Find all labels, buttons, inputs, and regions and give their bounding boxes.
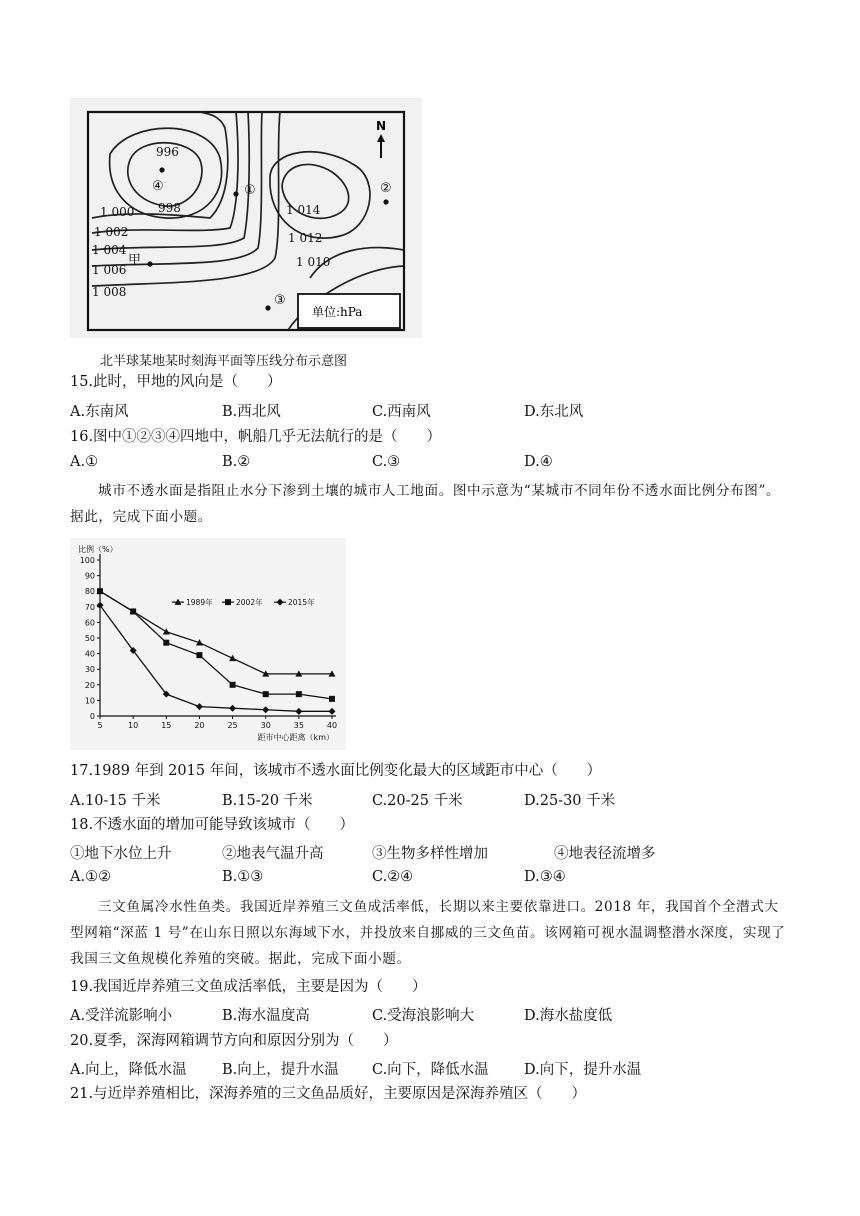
q20-option-a[interactable]: A.向上，降低水温 (70, 1062, 187, 1078)
y-tick-label: 100 (79, 556, 95, 565)
data-point-2002年 (163, 640, 169, 646)
q18-option-c[interactable]: C.②④ (372, 869, 414, 885)
point-one-label: ① (244, 183, 256, 198)
isobar-label-1004: 1 004 (92, 243, 127, 257)
q18-option-d[interactable]: D.③④ (524, 869, 566, 885)
y-tick-label: 50 (84, 634, 95, 643)
data-point-1989年 (163, 628, 170, 634)
north-arrow-head-icon (377, 134, 385, 142)
isobar-label-1008: 1 008 (92, 285, 127, 299)
point-jia-label: 甲 (128, 253, 142, 268)
q17-option-a[interactable]: A.10-15 千米 (70, 793, 161, 809)
q19-option-d[interactable]: D.海水盐度低 (524, 1008, 613, 1024)
legend-marker (225, 599, 231, 605)
data-point-2002年 (296, 691, 302, 697)
data-point-2015年 (295, 708, 302, 715)
point-jia-dot (147, 261, 152, 266)
isobar-label-1000: 1 000 (100, 205, 135, 219)
legend-label: 2002年 (236, 598, 263, 608)
y-axis-label: 比例（%） (78, 545, 118, 554)
q19-option-a[interactable]: A.受洋流影响小 (70, 1008, 173, 1024)
x-tick-label: 30 (260, 721, 271, 730)
q20-option-d[interactable]: D.向下，提升水温 (524, 1062, 642, 1078)
x-tick-label: 5 (97, 721, 103, 730)
q19-option-c[interactable]: C.受海浪影响大 (372, 1008, 475, 1024)
x-axis-label: 距市中心距离（km） (257, 733, 334, 742)
data-point-2002年 (230, 682, 236, 688)
q18-statement-2: ②地表气温升高 (222, 846, 324, 862)
q15-stem: 15.此时，甲地的风向是（ ） (70, 374, 282, 390)
point-two-dot (383, 199, 388, 204)
q21-stem: 21.与近岸养殖相比，深海养殖的三文鱼品质好，主要原因是深海养殖区（ ） (70, 1086, 587, 1102)
data-point-2015年 (262, 706, 269, 713)
q17-option-b[interactable]: B.15-20 千米 (222, 793, 313, 809)
isobar-label-998: 998 (158, 201, 181, 215)
impervious-surface-chart (70, 538, 346, 750)
map-caption: 北半球某地某时刻海平面等压线分布示意图 (100, 354, 348, 369)
isobar-map-figure (70, 98, 422, 338)
point-two-label: ② (380, 181, 392, 196)
q17-option-d[interactable]: D.25-30 千米 (524, 793, 616, 809)
map-unit-label: 单位:hPa (312, 305, 363, 319)
q20-option-c[interactable]: C.向下，降低水温 (372, 1062, 489, 1078)
isobar-label-1006: 1 006 (92, 263, 127, 277)
legend-label: 2015年 (288, 598, 315, 608)
q18-stem: 18.不透水面的增加可能导致该城市（ ） (70, 817, 355, 833)
data-point-2002年 (329, 696, 335, 702)
data-point-2002年 (130, 608, 136, 614)
data-point-2002年 (196, 652, 202, 658)
y-tick-label: 40 (84, 649, 95, 659)
x-tick-label: 10 (128, 721, 139, 730)
y-tick-label: 70 (84, 602, 95, 612)
isobar-label-1012: 1 012 (288, 231, 323, 245)
q15-option-b[interactable]: B.西北风 (222, 404, 281, 420)
isobar-label-996: 996 (156, 145, 179, 159)
isobar-label-1014: 1 014 (286, 203, 321, 217)
y-tick-label: 90 (84, 571, 95, 581)
q20-option-b[interactable]: B.向上，提升水温 (222, 1062, 339, 1078)
data-point-2002年 (97, 588, 103, 594)
data-point-1989年 (229, 655, 236, 661)
q18-statement-4: ④地表径流增多 (554, 846, 656, 862)
q16-option-c[interactable]: C.③ (372, 454, 401, 470)
y-tick-label: 10 (84, 696, 95, 706)
legend-label: 1989年 (186, 598, 213, 608)
point-three-dot (265, 305, 270, 310)
isobar-label-1002: 1 002 (94, 225, 129, 239)
data-point-2015年 (229, 705, 236, 712)
q19-stem: 19.我国近岸养殖三文鱼成活率低，主要是因为（ ） (70, 979, 427, 995)
legend-marker (277, 599, 284, 606)
point-four-dot (159, 167, 164, 172)
isobar-map (70, 98, 422, 338)
y-tick-label: 60 (84, 618, 95, 628)
line-chart-svg (70, 538, 346, 750)
x-tick-label: 35 (293, 721, 304, 730)
data-point-2015年 (329, 708, 336, 715)
x-tick-label: 25 (227, 721, 238, 730)
q18-statement-1: ①地下水位上升 (70, 846, 172, 862)
q15-option-c[interactable]: C.西南风 (372, 404, 431, 420)
q19-option-b[interactable]: B.海水温度高 (222, 1008, 310, 1024)
y-tick-label: 30 (84, 665, 95, 675)
q15-option-d[interactable]: D.东北风 (524, 404, 584, 420)
x-tick-label: 15 (161, 721, 172, 730)
data-point-2002年 (263, 691, 269, 697)
q17-option-c[interactable]: C.20-25 千米 (372, 793, 463, 809)
intro-paragraph-1: 城市不透水面是指阻止水分下渗到土壤的城市人工地面。图中示意为“某城市不同年份不透水面比例分布图”。据此，完成下面小题。 (70, 483, 781, 525)
q20-stem: 20.夏季，深海网箱调节方向和原因分别为（ ） (70, 1033, 398, 1049)
y-tick-label: 80 (84, 587, 95, 597)
intro-paragraph-2: 三文鱼属冷水性鱼类。我国近岸养殖三文鱼成活率低，长期以来主要依靠进口。2018 年，我国首个全潜式大型网箱“深蓝 1 号”在山东日照以东海域下水，并投放来自挪威的三文鱼苗。该网箱可视水温调整潜水深度，实现了我国三文鱼规模化养殖的突破。据此，完成下面小题。 (70, 899, 786, 967)
q16-stem: 16.图中①②③④四地中，帆船几乎无法航行的是（ ） (70, 429, 442, 445)
q18-option-b[interactable]: B.①③ (222, 869, 264, 885)
x-tick-label: 20 (194, 721, 205, 730)
series-line-2002年 (100, 591, 332, 699)
q15-option-a[interactable]: A.东南风 (70, 404, 129, 420)
q16-option-b[interactable]: B.② (222, 454, 251, 470)
north-label: N (376, 119, 387, 133)
x-tick-label: 40 (326, 721, 338, 730)
isobar-label-1010: 1 010 (296, 255, 331, 269)
q16-option-a[interactable]: A.① (70, 454, 99, 470)
q18-statement-3: ③生物多样性增加 (372, 846, 488, 862)
point-one-dot (233, 191, 238, 196)
q17-stem: 17.1989 年到 2015 年间，该城市不透水面比例变化最大的区域距市中心（ ） (70, 763, 602, 779)
y-tick-label: 0 (89, 712, 95, 721)
q16-option-d[interactable]: D.④ (524, 454, 553, 470)
data-point-2015年 (196, 703, 203, 710)
point-three-label: ③ (274, 293, 286, 308)
point-four-label: ④ (152, 179, 164, 194)
q18-option-a[interactable]: A.①② (70, 869, 112, 885)
y-tick-label: 20 (84, 680, 95, 690)
